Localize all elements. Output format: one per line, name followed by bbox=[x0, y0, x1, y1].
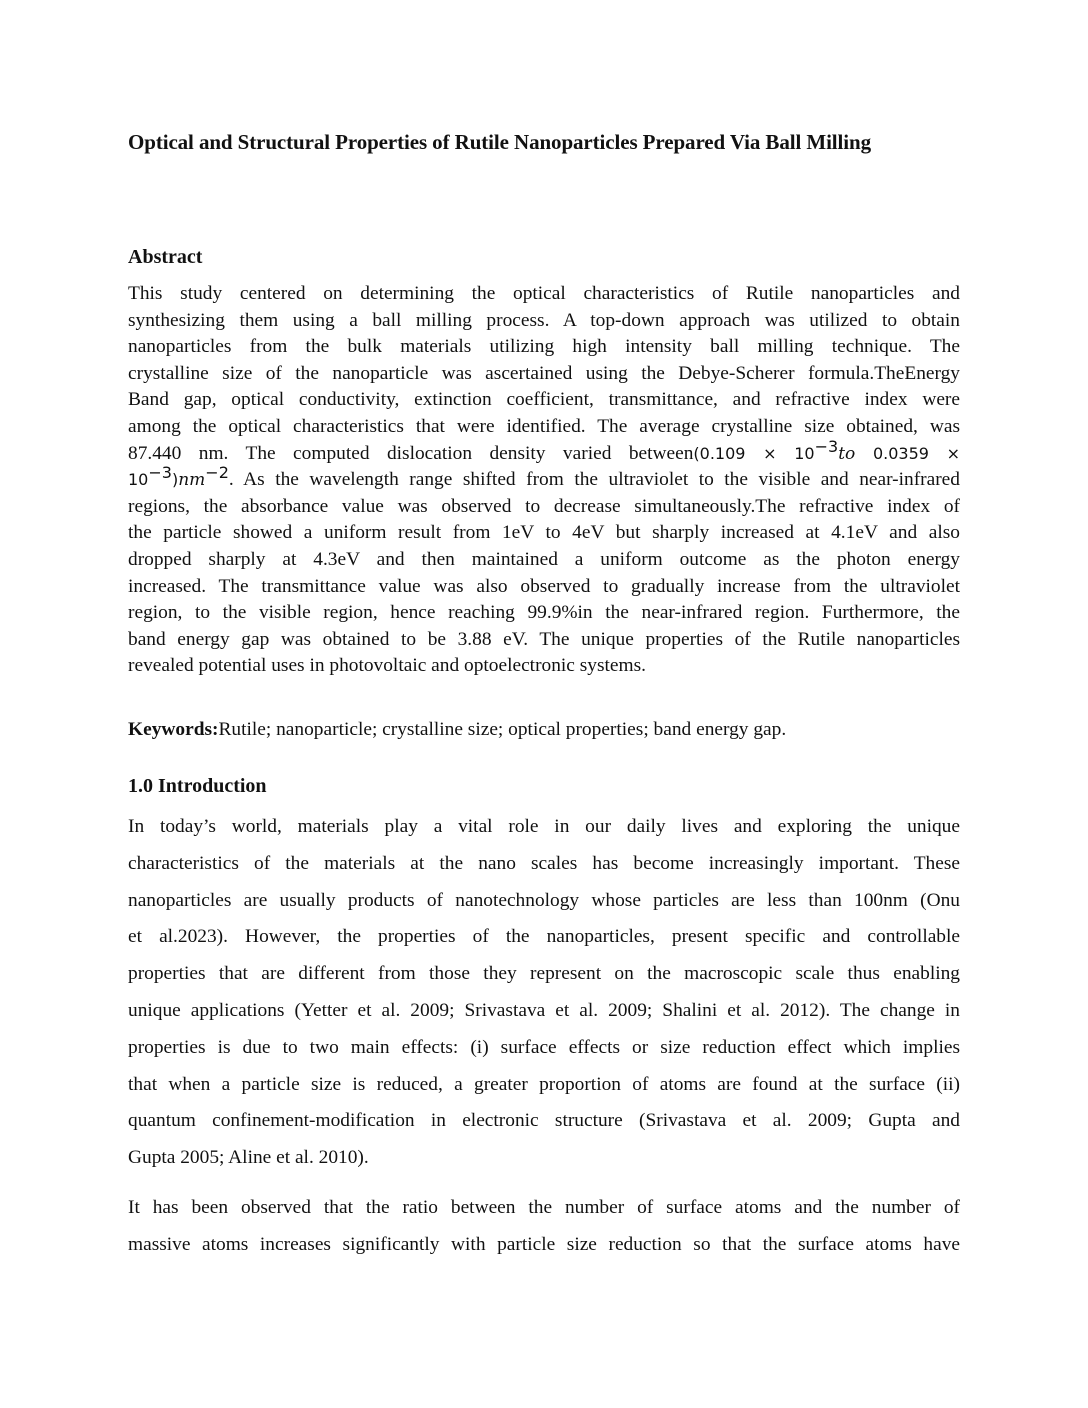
abstract-line: band energy gap was obtained to be 3.88 eV. The unique properties of the Rutile nanoparticles bbox=[128, 628, 960, 650]
introduction-heading: 1.0 Introduction bbox=[128, 775, 267, 797]
intro-line: massive atoms increases significantly with particle size reduction so that the surface atoms have bbox=[128, 1233, 960, 1255]
math-unit: nm bbox=[178, 470, 206, 491]
math-exp: −3 bbox=[148, 463, 172, 483]
abstract-math-line bbox=[128, 436, 961, 468]
math-open: (0.109 × 10 bbox=[693, 443, 815, 463]
abstract-line: increased. The transmittance value was also observed to gradually increase from the ultraviolet bbox=[128, 575, 960, 597]
math-to: to bbox=[838, 443, 856, 464]
intro-line: In today’s world, materials play a vital role in our daily lives and exploring the unique bbox=[128, 816, 960, 837]
abstract-line: the particle showed a uniform result from 1eV to 4eV but sharply increased at 4.1eV and also bbox=[128, 522, 960, 544]
intro-line: Gupta 2005; Aline et al. 2010). bbox=[128, 1147, 369, 1169]
keywords bbox=[128, 718, 786, 742]
math-unit-exp: −2 bbox=[205, 463, 229, 483]
abstract-line: dropped sharply at 4.3eV and then maintained a uniform outcome as the photon energy bbox=[128, 548, 960, 570]
abstract-line: This study centered on determining the optical characteristics of Rutile nanoparticles and bbox=[128, 283, 960, 304]
intro-line: properties that are different from those they represent on the macroscopic scale thus enabling bbox=[128, 963, 960, 985]
abstract-line: synthesizing them using a ball milling process. A top-down approach was utilized to obtain bbox=[128, 309, 960, 331]
intro-line: that when a particle size is reduced, a greater proportion of atoms are found at the surface (ii) bbox=[128, 1073, 960, 1095]
abstract-line: regions, the absorbance value was observed to decrease simultaneously.The refractive index of bbox=[128, 495, 960, 517]
introduction-paragraph-1 bbox=[128, 809, 960, 1177]
math-start: 10 bbox=[128, 470, 149, 490]
intro-line: unique applications (Yetter et al. 2009; Srivastava et al. 2009; Shalini et al. 2012). The change in bbox=[128, 999, 960, 1021]
abstract-line: nanoparticles from the bulk materials utilizing high intensity ball milling technique. The bbox=[128, 336, 960, 358]
keywords-text: Rutile; nanoparticle; crystalline size; optical properties; band energy gap. bbox=[218, 719, 787, 740]
intro-line: et al.2023). However, the properties of the nanoparticles, present specific and controllable bbox=[128, 926, 960, 948]
math-close: ) bbox=[171, 470, 179, 490]
abstract-line: crystalline size of the nanoparticle was ascertained using the Debye-Scherer formula.TheEnergy bbox=[128, 362, 960, 384]
math-rest: . As the wavelength range shifted from the ultraviolet to the visible and near-infrared bbox=[228, 469, 960, 491]
math-exp: −3 bbox=[814, 436, 839, 456]
math-mid: 0.0359 × bbox=[855, 443, 961, 463]
math-prefix: 87.440 nm. The computed dislocation density varied between bbox=[128, 442, 694, 464]
intro-line: It has been observed that the ratio between the number of surface atoms and the number of bbox=[128, 1197, 960, 1218]
intro-line: nanoparticles are usually products of nanotechnology whose particles are less than 100nm (Onu bbox=[128, 889, 960, 911]
intro-line: characteristics of the materials at the nano scales has become increasingly important. These bbox=[128, 852, 960, 874]
abstract-heading: Abstract bbox=[128, 246, 203, 268]
keywords-label: Keywords: bbox=[128, 719, 219, 740]
abstract-line: region, to the visible region, hence reaching 99.9%in the near-infrared region. Furthermore, the bbox=[128, 602, 960, 624]
intro-line: quantum confinement-modification in electronic structure (Srivastava et al. 2009; Gupta and bbox=[128, 1110, 960, 1132]
abstract-line: among the optical characteristics that were identified. The average crystalline size obtained, was bbox=[128, 415, 960, 437]
intro-line: properties is due to two main effects: (i) surface effects or size reduction effect which implies bbox=[128, 1036, 960, 1058]
abstract-body bbox=[128, 281, 960, 680]
abstract-line: revealed potential uses in photovoltaic and optoelectronic systems. bbox=[128, 655, 647, 677]
abstract-line: Band gap, optical conductivity, extinction coefficient, transmittance, and refractive index were bbox=[128, 389, 960, 411]
introduction-paragraph-2 bbox=[128, 1190, 960, 1264]
paper-title: Optical and Structural Properties of Rutile Nanoparticles Prepared Via Ball Milling bbox=[128, 130, 871, 154]
abstract-math-line-2 bbox=[128, 463, 960, 494]
